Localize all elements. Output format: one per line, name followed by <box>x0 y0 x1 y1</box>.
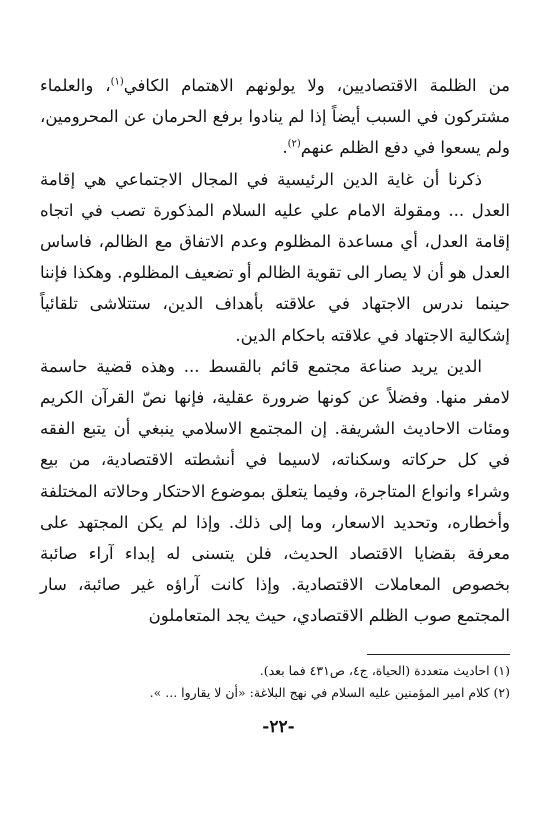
footnote-1: (١) احاديث متعددة (الحياة، ج٤، ص٤٣١ فما بعد). <box>259 663 510 678</box>
page-number: -٢٢- <box>262 717 295 737</box>
main-text <box>40 70 510 632</box>
footnote-separator <box>367 654 510 655</box>
paragraph-2: ذكرنا أن غاية الدين الرئيسية في المجال الاجتماعي هي إقامة العدل ... ومقولة الامام علي عليه السلام المذكورة تصب في اتجاه إقامة العدل، أي مساعدة المظلوم وعدم الاتفاق مع الظالم، فاساس العدل هو أن لا يصار الى تقوية الظالم أو تضعيف المظلوم. وهكذا فإننا حينما ندرس الاجتهاد في علاقته بأهداف الدين، ستتلاشى تلقائياً إشكالية الاجتهاد في علاقته باحكام الدين. <box>40 169 510 345</box>
paragraph-3: الدين يريد صناعة مجتمع قائم بالقسط ... وهذه قضية حاسمة لامفر منها. وفضلاً عن كونها ضرورة عقلية، فإنها نصّ القرآن الكريم ومئات الاحاديث الشريفة. إن المجتمع الاسلامي ينبغي أن يتبع الفقه في كل حركاته وسكناته، لاسيما في أنشطته الاقتصادية، من بيع وشراء وانواع المتاجرة، وفيما يتعلق بموضوع الاحتكار وحالاته المختلفة وأخطاره، وتحديد الاسعار، وما إلى ذلك. وإذا لم يكن المجتهد على معرفة بقضايا الاقتصاد الحديث، فلن يتسنى له إبداء آراء صائبة بخصوص المعاملات الاقتصادية. وإذا كانت آراؤه غير صائبة، سار المجتمع صوب الظلم الاقتصادي، حيث يجد المتعاملون <box>40 356 510 626</box>
paragraph-1-text-end: . <box>282 138 288 158</box>
paragraph-1-text-b: ، والعلماء مشتركون في السبب أيضاً إذا لم ينادوا برفع الحرمان عن المحرومين، ولم يسعوا في دفع الظلم عنهم <box>40 76 510 158</box>
footnotes <box>40 660 510 704</box>
footnote-2: (٢) كلام امير المؤمنين عليه السلام في نهج البلاغة: «أن لا يقاروا ... ». <box>149 685 510 700</box>
paragraph-1-text-a: من الظلمة الاقتصاديين، ولا يولونهم الاهتمام الكافي <box>123 76 510 95</box>
footnote-ref-2: (٢) <box>287 138 301 150</box>
footnote-ref-1: (١) <box>110 76 124 88</box>
paragraph-1 <box>40 70 510 164</box>
